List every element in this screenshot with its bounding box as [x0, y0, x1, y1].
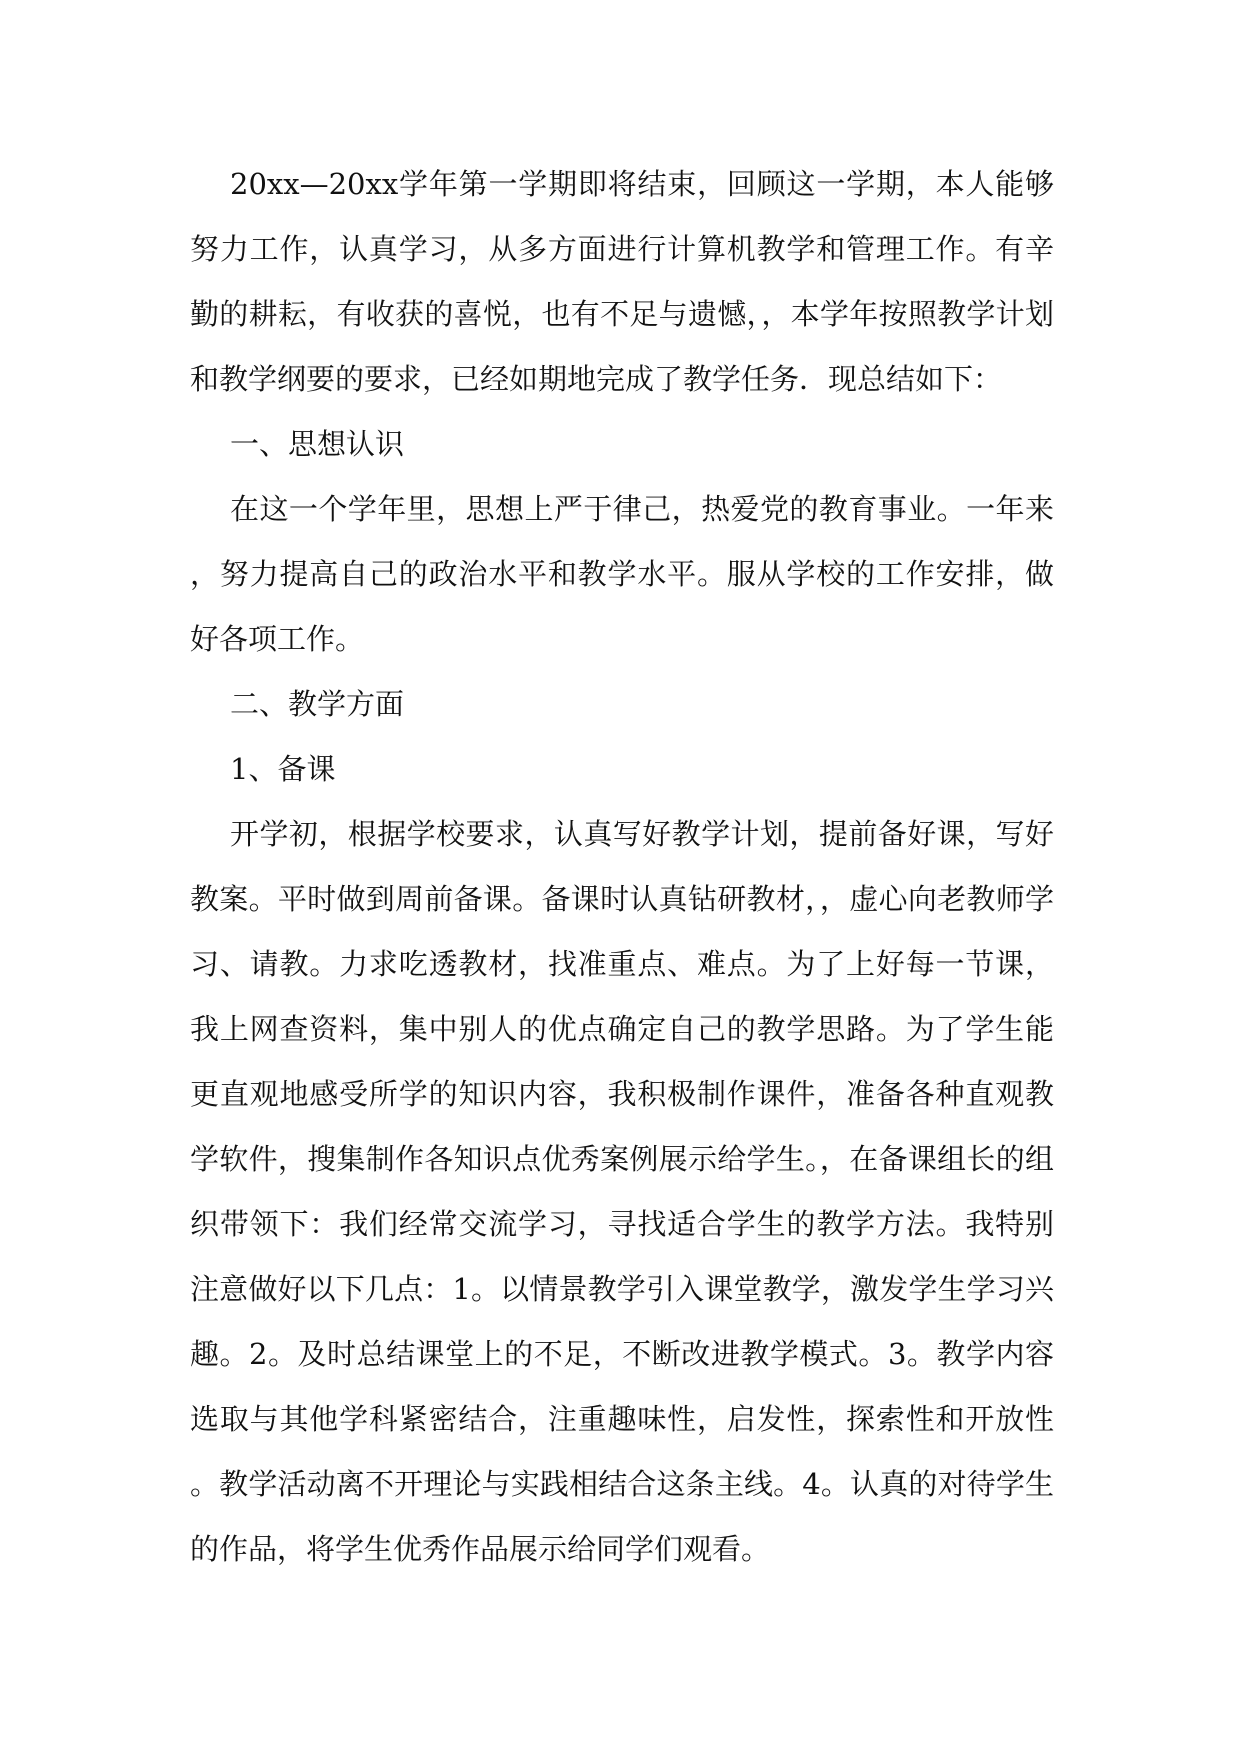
document-body	[190, 152, 1054, 1582]
intro-paragraph: 20xx—20xx学年第一学期即将结束，回顾这一学期，本人能够努力工作，认真学习，从多方面进行计算机教学和管理工作。有辛勤的耕耘，有收获的喜悦，也有不足与遗憾，，本学年按照教学计划和教学纲要的要求，已经如期地完成了教学任务．现总结如下：	[190, 167, 1054, 396]
lesson-prep-paragraph: 开学初，根据学校要求，认真写好教学计划，提前备好课，写好教案。平时做到周前备课。备课时认真钻研教材，，虚心向老教师学习、请教。力求吃透教材，找准重点、难点。为了上好每一节课，我上网查资料，集中别人的优点确定自己的教学思路。为了学生能更直观地感受所学的知识内容，我积极制作课件，准备各种直观教学软件，搜集制作各知识点优秀案例展示给学生。，在备课组长的组织带领下：我们经常交流学习，寻找适合学生的教学方法。我特别注意做好以下几点：1。以情景教学引入课堂教学，激发学生学习兴趣。2。及时总结课堂上的不足，不断改进教学模式。3。教学内容选取与其他学科紧密结合，注重趣味性，启发性，探索性和开放性。教学活动离不开理论与实践相结合这条主线。4。认真的对待学生的作品，将学生优秀作品展示给同学们观看。	[190, 817, 1054, 1566]
section-heading-teaching: 二、教学方面	[230, 687, 405, 721]
section-heading-thought: 一、思想认识	[230, 427, 405, 461]
thought-paragraph: 在这一个学年里，思想上严于律己，热爱党的教育事业。一年来，努力提高自己的政治水平和教学水平。服从学校的工作安排，做好各项工作。	[190, 492, 1054, 656]
subsection-heading-lesson-prep: 1、备课	[230, 752, 336, 786]
